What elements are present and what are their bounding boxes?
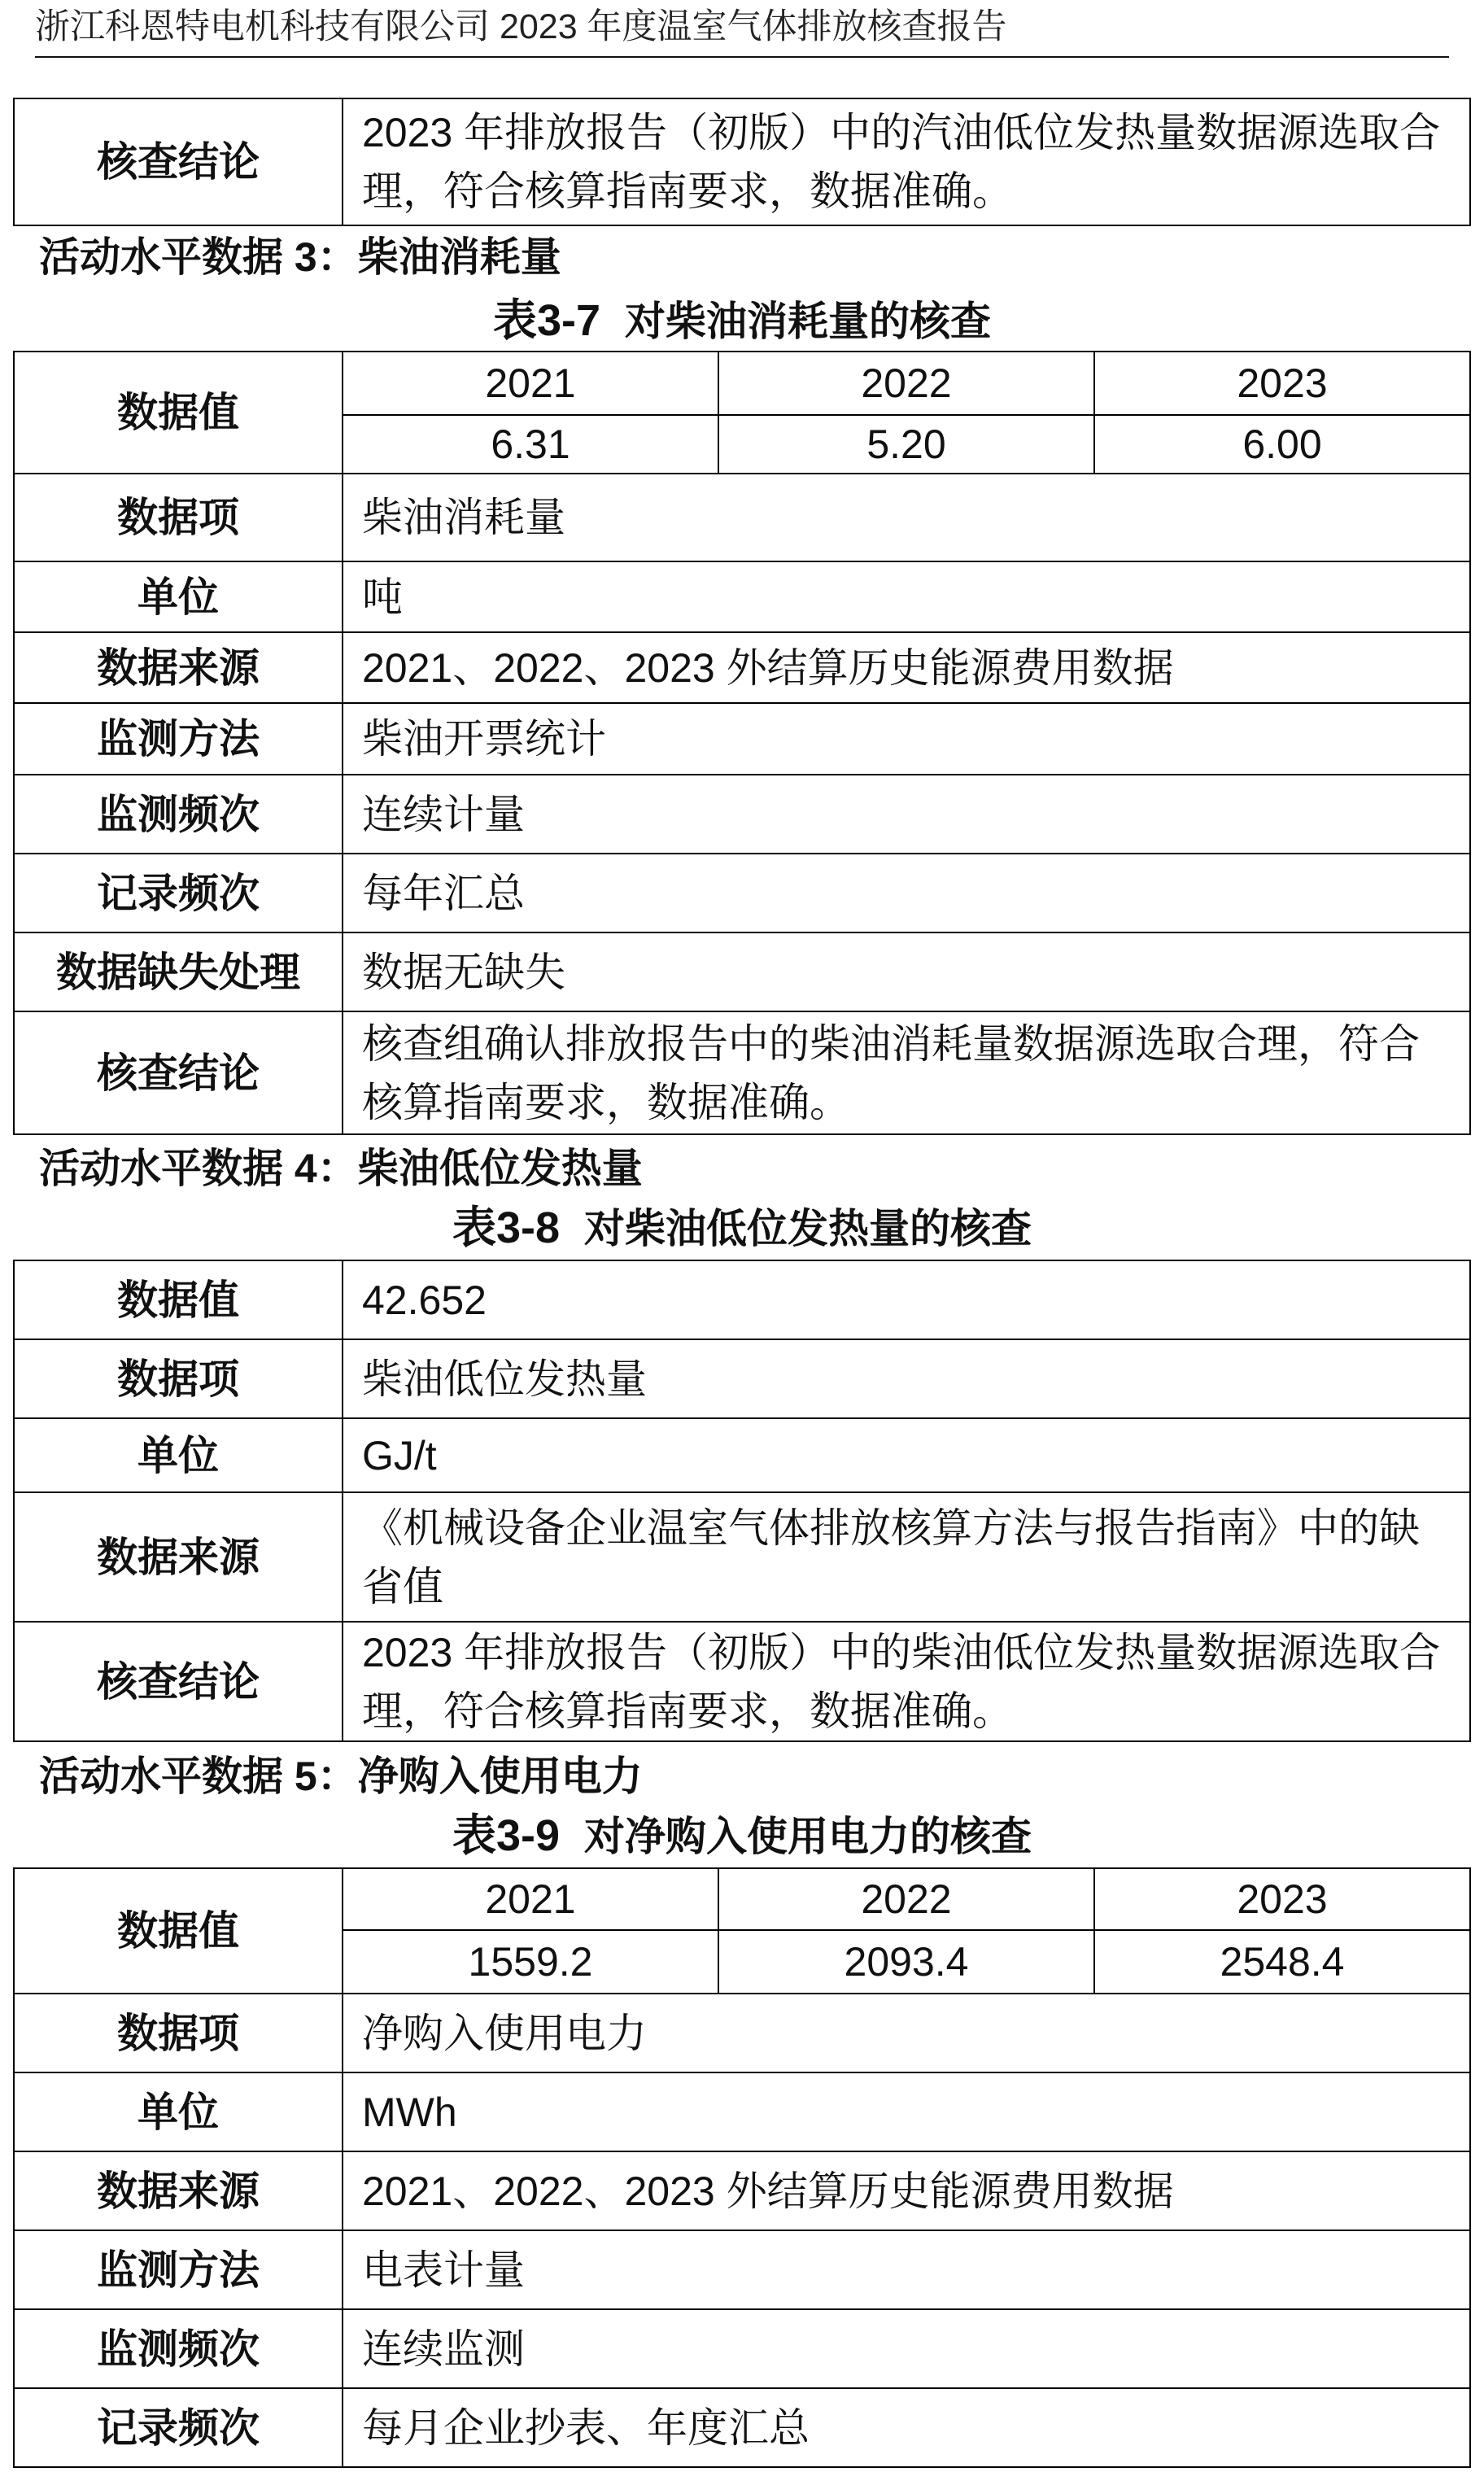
label-data-value: 数据值	[15, 1261, 343, 1340]
value-data-source: 2021、2022、2023 外结算历史能源费用数据	[343, 2152, 1471, 2231]
value-recording-frequency: 每月企业抄表、年度汇总	[343, 2389, 1471, 2468]
value-data-item: 柴油低位发热量	[343, 1340, 1471, 1419]
section-heading-net-purchased-electricity: 活动水平数据 5：净购入使用电力	[39, 1754, 643, 1799]
table-number: 表3-9	[452, 1811, 561, 1860]
value-recording-frequency: 每年汇总	[343, 854, 1471, 933]
value-unit: 吨	[343, 562, 1471, 633]
label-data-item: 数据项	[15, 474, 343, 562]
label-missing-data-handling: 数据缺失处理	[15, 933, 343, 1012]
year-header: 2022	[719, 352, 1095, 416]
value-verification-conclusion: 2023 年排放报告（初版）中的汽油低位发热量数据源选取合理，符合核算指南要求，数据准确。	[343, 99, 1471, 226]
value-verification-conclusion: 2023 年排放报告（初版）中的柴油低位发热量数据源选取合理，符合核算指南要求，数据准确。	[343, 1623, 1471, 1742]
value-monitoring-method: 电表计量	[343, 2231, 1471, 2310]
label-verification-conclusion: 核查结论	[15, 1012, 343, 1135]
label-monitoring-frequency: 监测频次	[15, 775, 343, 854]
value-data-source: 《机械设备企业温室气体排放核算方法与报告指南》中的缺省值	[343, 1493, 1471, 1623]
section-heading-diesel-calorific-value: 活动水平数据 4：柴油低位发热量	[39, 1146, 643, 1191]
label-monitoring-method: 监测方法	[15, 2231, 343, 2310]
diesel-calorific-value-table	[13, 1260, 1471, 1742]
value-monitoring-method: 柴油开票统计	[343, 704, 1471, 775]
year-value: 5.20	[719, 416, 1095, 474]
label-data-item: 数据项	[15, 1340, 343, 1419]
diesel-consumption-table	[13, 351, 1471, 1135]
table-caption-3-8	[0, 1203, 1484, 1264]
year-value: 2093.4	[719, 1931, 1095, 1994]
year-header: 2023	[1095, 1869, 1471, 1931]
table-number: 表3-7	[492, 296, 601, 345]
value-verification-conclusion: 核查组确认排放报告中的柴油消耗量数据源选取合理，符合核算指南要求，数据准确。	[343, 1012, 1471, 1135]
value-missing-data-handling: 数据无缺失	[343, 933, 1471, 1012]
label-verification-conclusion: 核查结论	[15, 1623, 343, 1742]
label-data-source: 数据来源	[15, 633, 343, 704]
year-value: 2548.4	[1095, 1931, 1471, 1994]
year-value: 6.31	[343, 416, 719, 474]
value-unit: GJ/t	[343, 1419, 1471, 1493]
year-header: 2021	[343, 1869, 719, 1931]
value-data-item: 柴油消耗量	[343, 474, 1471, 562]
value-monitoring-frequency: 连续计量	[343, 775, 1471, 854]
value-data-value: 42.652	[343, 1261, 1471, 1340]
table-caption-3-9	[0, 1811, 1484, 1871]
header-rule	[35, 56, 1449, 58]
label-data-value: 数据值	[15, 352, 343, 474]
table-caption-3-7	[0, 296, 1484, 356]
table-title: 对净购入使用电力的核查	[584, 1814, 1032, 1859]
label-data-item: 数据项	[15, 1994, 343, 2073]
year-value: 1559.2	[343, 1931, 719, 1994]
report-header-title: 浙江科恩特电机科技有限公司 2023 年度温室气体排放核查报告	[35, 7, 1007, 46]
value-monitoring-frequency: 连续监测	[343, 2310, 1471, 2389]
table-number: 表3-8	[452, 1203, 561, 1252]
label-data-value: 数据值	[15, 1869, 343, 1994]
continued-verification-table	[13, 98, 1471, 226]
value-data-item: 净购入使用电力	[343, 1994, 1471, 2073]
year-value: 6.00	[1095, 416, 1471, 474]
value-unit: MWh	[343, 2073, 1471, 2152]
table-title: 对柴油消耗量的核查	[625, 299, 992, 344]
value-data-source: 2021、2022、2023 外结算历史能源费用数据	[343, 633, 1471, 704]
year-header: 2023	[1095, 352, 1471, 416]
net-purchased-electricity-table	[13, 1867, 1471, 2468]
section-heading-diesel-consumption: 活动水平数据 3：柴油消耗量	[39, 234, 561, 280]
label-data-source: 数据来源	[15, 2152, 343, 2231]
table-title: 对柴油低位发热量的核查	[584, 1206, 1032, 1251]
year-header: 2021	[343, 352, 719, 416]
label-unit: 单位	[15, 562, 343, 633]
label-data-source: 数据来源	[15, 1493, 343, 1623]
label-recording-frequency: 记录频次	[15, 2389, 343, 2468]
label-monitoring-frequency: 监测频次	[15, 2310, 343, 2389]
year-header: 2022	[719, 1869, 1095, 1931]
label-unit: 单位	[15, 2073, 343, 2152]
label-unit: 单位	[15, 1419, 343, 1493]
label-recording-frequency: 记录频次	[15, 854, 343, 933]
label-verification-conclusion: 核查结论	[15, 99, 343, 226]
label-monitoring-method: 监测方法	[15, 704, 343, 775]
